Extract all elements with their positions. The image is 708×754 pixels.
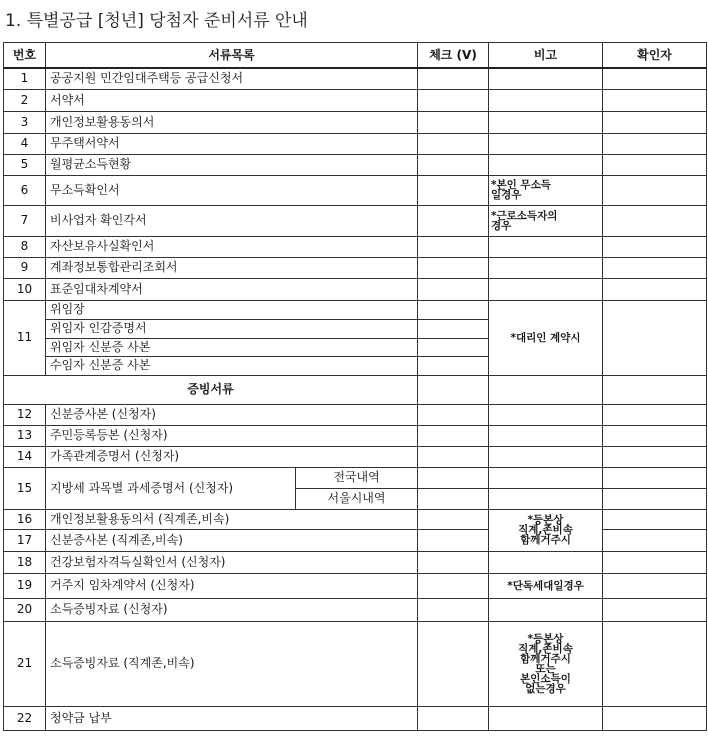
note-cell — [489, 133, 603, 154]
check-cell[interactable] — [418, 467, 489, 488]
check-cell[interactable] — [418, 509, 489, 529]
table-row — [4, 89, 707, 111]
page-title: 1. 특별공급 [청년] 당첨자 준비서류 안내 — [5, 11, 308, 31]
note-cell — [489, 467, 603, 488]
table-row — [4, 573, 707, 598]
confirmer-cell[interactable] — [603, 509, 707, 529]
table-row — [4, 467, 707, 488]
row-number: 19 — [4, 573, 46, 598]
check-cell[interactable] — [418, 236, 489, 257]
check-cell[interactable] — [418, 573, 489, 598]
confirmer-cell[interactable] — [603, 236, 707, 257]
note-cell — [489, 488, 603, 509]
row-number: 18 — [4, 551, 46, 573]
table-row — [4, 404, 707, 425]
table-row — [4, 621, 707, 706]
check-cell[interactable] — [418, 154, 489, 175]
check-cell[interactable] — [418, 133, 489, 154]
note-cell — [489, 425, 603, 446]
row-number: 6 — [4, 175, 46, 205]
header-confirmer: 확인자 — [603, 43, 707, 69]
row-number: 2 — [4, 89, 46, 111]
document-name: 위임자 신분증 사본 — [46, 338, 418, 356]
header-note: 비고 — [489, 43, 603, 69]
header-number: 번호 — [4, 43, 46, 69]
confirmer-cell[interactable] — [603, 598, 707, 621]
row-number: 1 — [4, 68, 46, 89]
confirmer-cell[interactable] — [603, 425, 707, 446]
check-cell[interactable] — [418, 706, 489, 730]
table-row — [4, 68, 707, 89]
confirmer-cell[interactable] — [603, 111, 707, 133]
row-number: 16 — [4, 509, 46, 529]
document-name: 위임자 인감증명서 — [46, 319, 418, 338]
confirmer-cell[interactable] — [603, 446, 707, 467]
table-header-row — [4, 43, 707, 69]
check-cell[interactable] — [418, 89, 489, 111]
note-cell — [489, 257, 603, 278]
document-name: 개인정보활용동의서 (직계존,비속) — [46, 509, 418, 529]
table-row — [4, 236, 707, 257]
row-number: 14 — [4, 446, 46, 467]
check-cell[interactable] — [418, 300, 489, 319]
confirmer-cell[interactable] — [603, 488, 707, 509]
row-number: 4 — [4, 133, 46, 154]
document-name: 청약금 납부 — [46, 706, 418, 730]
confirmer-cell[interactable] — [603, 68, 707, 89]
check-cell[interactable] — [418, 488, 489, 509]
document-name: 무소득확인서 — [46, 175, 418, 205]
confirmer-cell[interactable] — [603, 621, 707, 706]
check-cell[interactable] — [418, 425, 489, 446]
note-cell — [489, 551, 603, 573]
row-number: 20 — [4, 598, 46, 621]
row-number: 8 — [4, 236, 46, 257]
document-name: 건강보험자격득실확인서 (신청자) — [46, 551, 418, 573]
document-name: 지방세 과목별 과세증명서 (신청자) — [46, 467, 296, 509]
note-cell — [489, 68, 603, 89]
note-cell: *단독세대일경우 — [489, 573, 603, 598]
table-row — [4, 154, 707, 175]
document-checklist-table — [3, 42, 707, 731]
row-number: 21 — [4, 621, 46, 706]
check-cell[interactable] — [418, 551, 489, 573]
check-cell[interactable] — [418, 111, 489, 133]
check-cell[interactable] — [418, 529, 489, 551]
check-cell[interactable] — [418, 338, 489, 356]
note-cell — [489, 111, 603, 133]
check-cell[interactable] — [418, 205, 489, 236]
document-name: 개인정보활용동의서 — [46, 111, 418, 133]
row-number: 13 — [4, 425, 46, 446]
table-row — [4, 133, 707, 154]
note-cell: *근로소득자의 경우 — [489, 205, 603, 236]
confirmer-cell[interactable] — [603, 154, 707, 175]
note-cell — [489, 598, 603, 621]
table-row — [4, 598, 707, 621]
check-cell[interactable] — [418, 278, 489, 300]
confirmer-cell[interactable] — [603, 300, 707, 375]
check-cell[interactable] — [418, 68, 489, 89]
document-name: 신분증사본 (직계존,비속) — [46, 529, 418, 551]
confirmer-cell[interactable] — [603, 133, 707, 154]
note-cell — [489, 236, 603, 257]
note-cell — [489, 89, 603, 111]
confirmer-cell — [603, 375, 707, 404]
note-cell: *대리인 계약시 — [489, 300, 603, 375]
document-name: 무주택서약서 — [46, 133, 418, 154]
document-name: 위임장 — [46, 300, 418, 319]
confirmer-cell[interactable] — [603, 89, 707, 111]
document-name: 거주지 임차계약서 (신청자) — [46, 573, 418, 598]
check-cell[interactable] — [418, 598, 489, 621]
note-cell — [489, 278, 603, 300]
sub-item: 전국내역 — [296, 467, 418, 488]
document-name: 수임자 신분증 사본 — [46, 356, 418, 375]
note-cell — [489, 706, 603, 730]
row-number: 12 — [4, 404, 46, 425]
check-cell — [418, 375, 489, 404]
row-number: 9 — [4, 257, 46, 278]
confirmer-cell[interactable] — [603, 278, 707, 300]
table-row — [4, 509, 707, 529]
document-name: 비사업자 확인각서 — [46, 205, 418, 236]
header-check: 체크 (V) — [418, 43, 489, 69]
check-cell[interactable] — [418, 621, 489, 706]
document-name: 공공지원 민간임대주택등 공급신청서 — [46, 68, 418, 89]
row-number: 3 — [4, 111, 46, 133]
note-cell — [489, 446, 603, 467]
table-row — [4, 425, 707, 446]
document-name: 신분증사본 (신청자) — [46, 404, 418, 425]
row-number: 15 — [4, 467, 46, 509]
section-row — [4, 375, 707, 404]
row-number: 22 — [4, 706, 46, 730]
document-name: 계좌정보통합관리조회서 — [46, 257, 418, 278]
header-document-list: 서류목록 — [46, 43, 418, 69]
row-number: 7 — [4, 205, 46, 236]
note-cell — [489, 375, 603, 404]
table-row — [4, 111, 707, 133]
note-cell: *본인 무소득 일경우 — [489, 175, 603, 205]
note-cell — [489, 154, 603, 175]
document-name: 서약서 — [46, 89, 418, 111]
note-cell: *등본상 직계,존비속 함께거주시 또는 본인소득이 없는경우 — [489, 621, 603, 706]
table-row — [4, 446, 707, 467]
check-cell[interactable] — [418, 404, 489, 425]
confirmer-cell[interactable] — [603, 467, 707, 488]
check-cell[interactable] — [418, 446, 489, 467]
row-number: 10 — [4, 278, 46, 300]
confirmer-cell[interactable] — [603, 706, 707, 730]
document-name: 자산보유사실확인서 — [46, 236, 418, 257]
confirmer-cell[interactable] — [603, 551, 707, 573]
sub-item: 서울시내역 — [296, 488, 418, 509]
note-cell — [489, 404, 603, 425]
document-name: 주민등록등본 (신청자) — [46, 425, 418, 446]
section-title: 증빙서류 — [4, 375, 418, 404]
check-cell[interactable] — [418, 175, 489, 205]
document-name: 월평균소득현황 — [46, 154, 418, 175]
table-row — [4, 551, 707, 573]
table-row — [4, 175, 707, 205]
confirmer-cell[interactable] — [603, 205, 707, 236]
document-name: 소득증빙자료 (신청자) — [46, 598, 418, 621]
table-row — [4, 278, 707, 300]
check-cell[interactable] — [418, 319, 489, 338]
confirmer-cell[interactable] — [603, 404, 707, 425]
table-row — [4, 257, 707, 278]
confirmer-cell[interactable] — [603, 573, 707, 598]
confirmer-cell[interactable] — [603, 529, 707, 551]
row-number: 5 — [4, 154, 46, 175]
document-name: 소득증빙자료 (직계존,비속) — [46, 621, 418, 706]
table-row — [4, 706, 707, 730]
table-row — [4, 300, 707, 319]
row-number: 17 — [4, 529, 46, 551]
check-cell[interactable] — [418, 356, 489, 375]
confirmer-cell[interactable] — [603, 257, 707, 278]
confirmer-cell[interactable] — [603, 175, 707, 205]
check-cell[interactable] — [418, 257, 489, 278]
note-cell: *등본상 직계,존비속 함께거주시 — [489, 509, 603, 551]
row-number: 11 — [4, 300, 46, 375]
document-name: 표준임대차계약서 — [46, 278, 418, 300]
table-row — [4, 205, 707, 236]
document-name: 가족관계증명서 (신청자) — [46, 446, 418, 467]
